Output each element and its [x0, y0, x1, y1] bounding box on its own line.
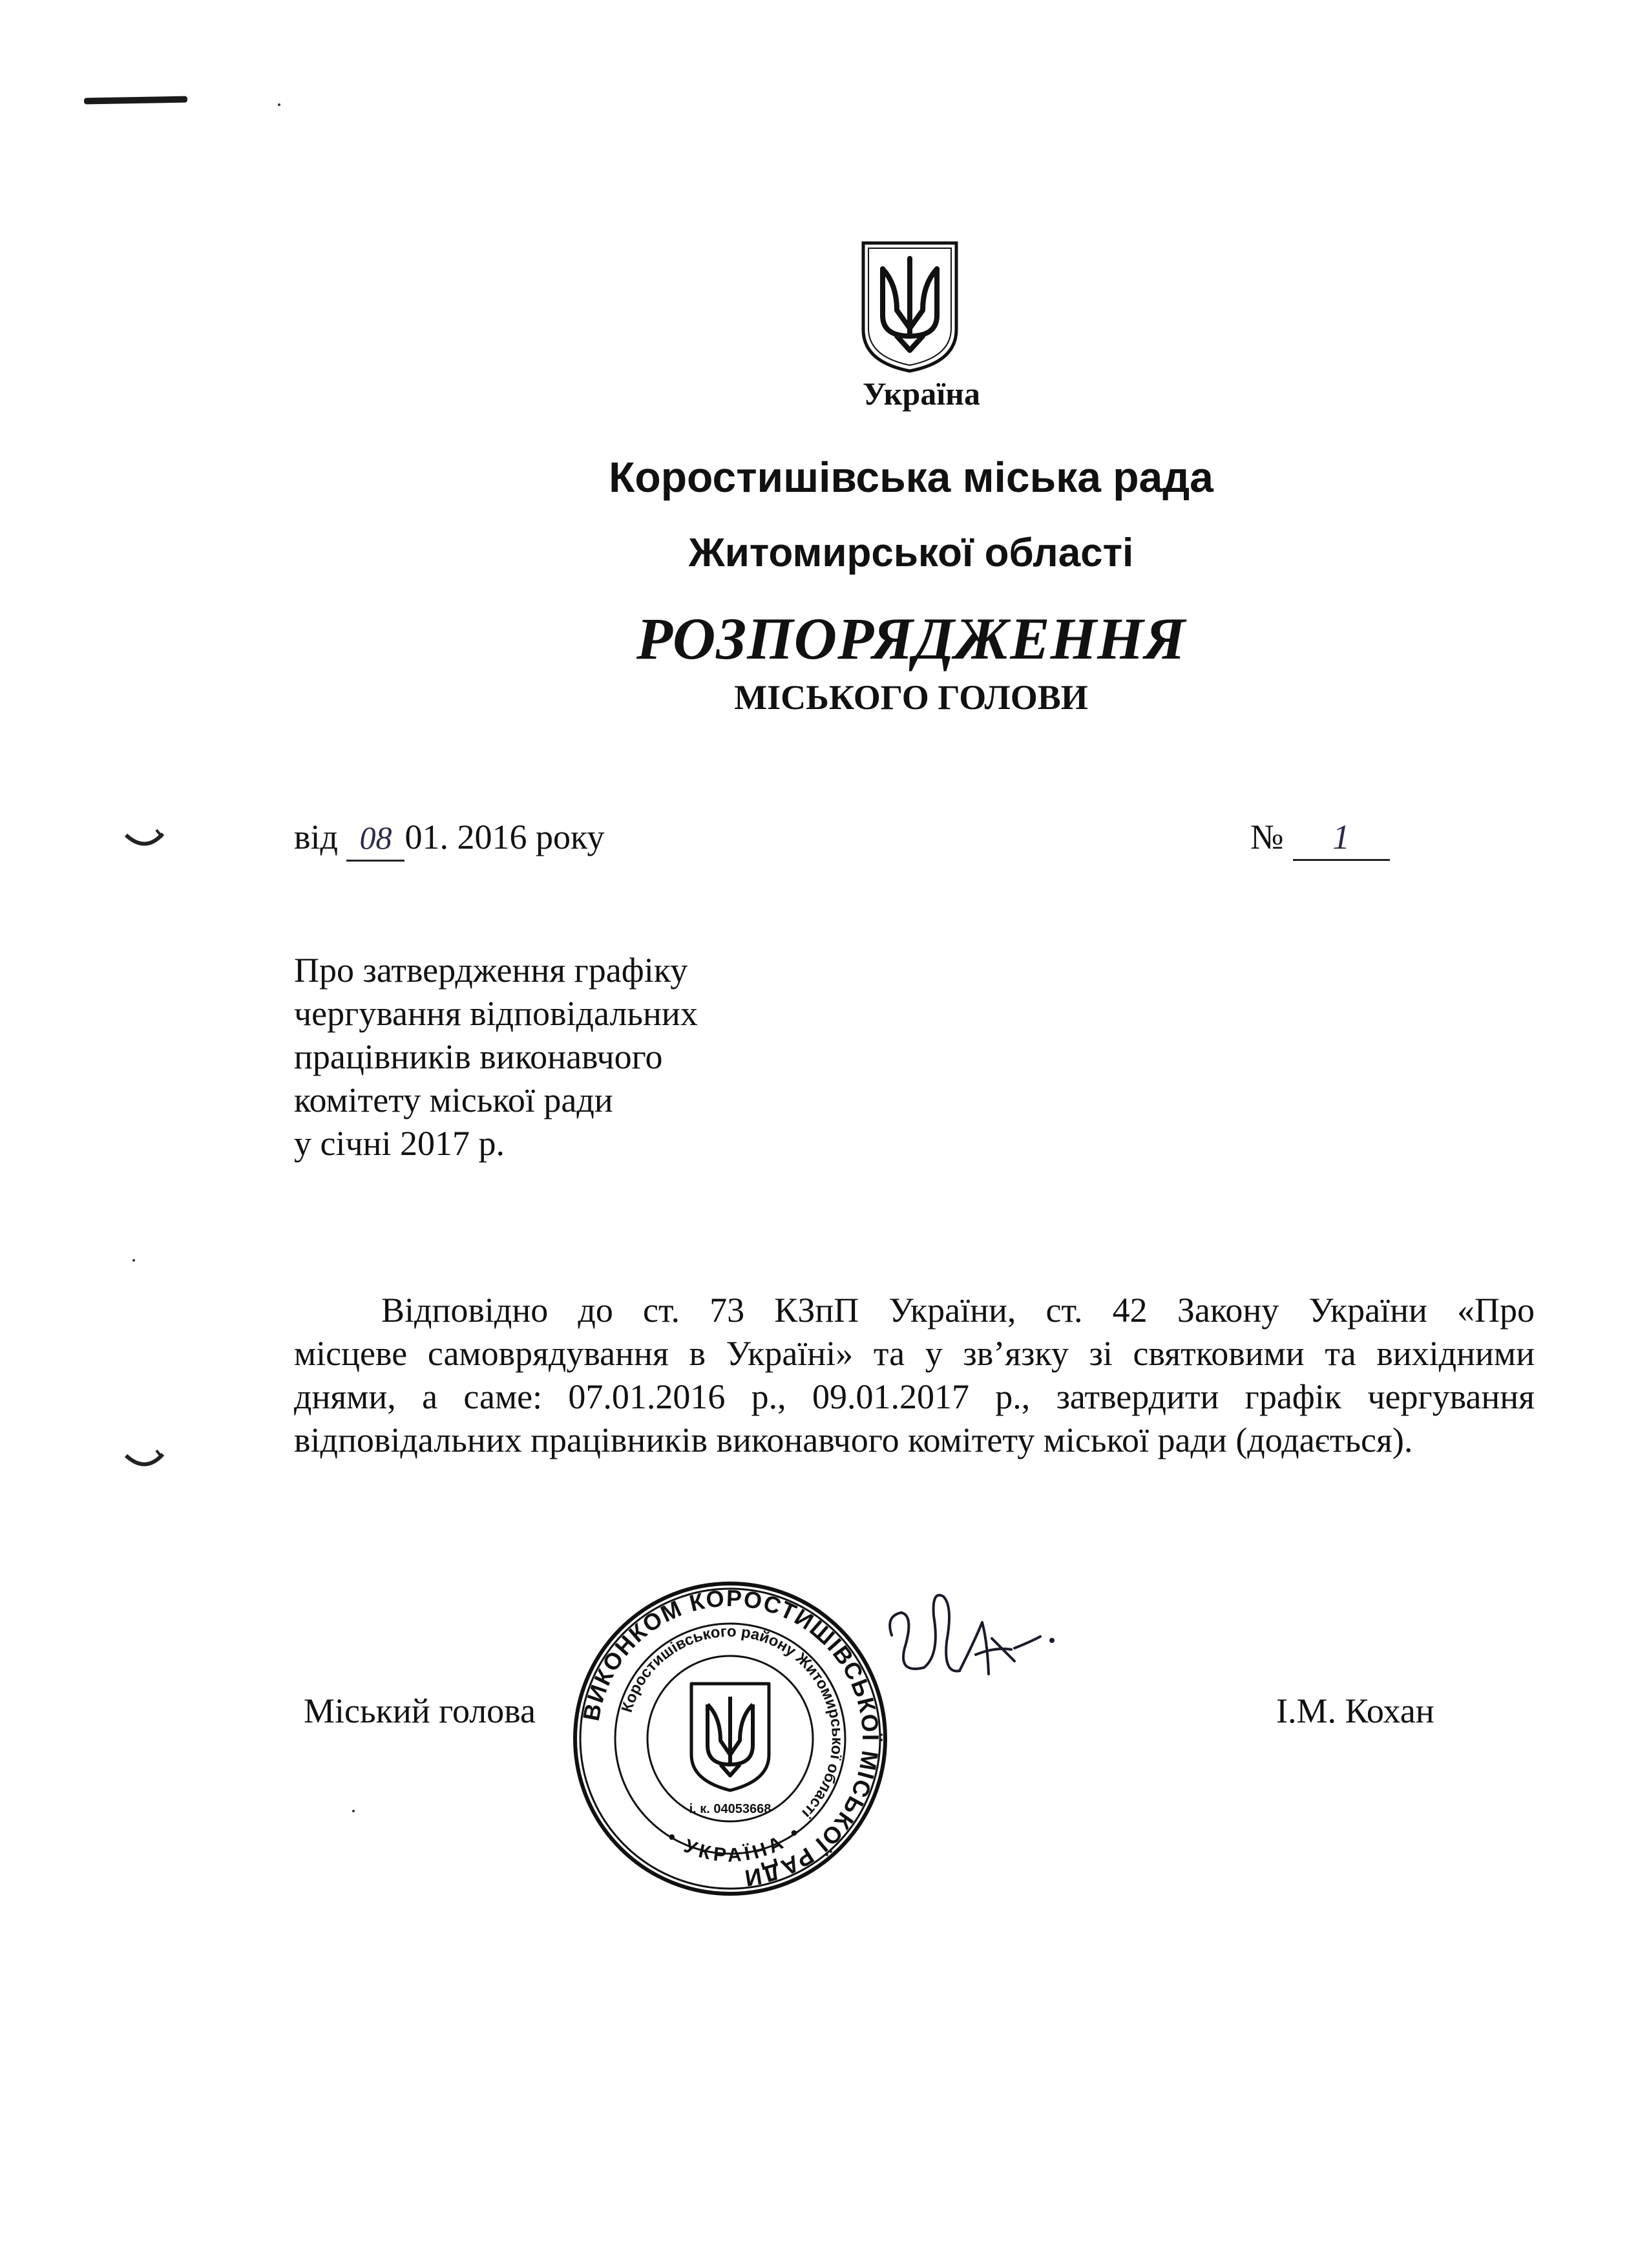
paragraph-line: місцеве самоврядування в Україні» та у зв’язку зі святковими та вихідними [294, 1334, 1535, 1373]
document-number [1250, 816, 1390, 861]
number-label: № [1250, 818, 1284, 856]
region-name: Житомирської області [688, 531, 1134, 575]
country-name: Україна [863, 376, 980, 412]
council-name: Коростишівська міська рада [609, 453, 1213, 501]
handwritten-number: 1 [1293, 816, 1390, 861]
trident-coat-of-arms-icon [859, 239, 960, 375]
handwritten-signature [879, 1577, 1073, 1719]
subject-line: працівників виконавчого [294, 1037, 663, 1076]
handwritten-date: 08 [346, 816, 404, 862]
paragraph-line: відповідальних працівників виконавчого комітету міської ради (додається). [294, 1421, 1413, 1459]
date-line [294, 816, 604, 862]
stamp-bottom-text: • УКРАЇНА • [663, 1820, 807, 1867]
date-prefix: від [294, 818, 338, 856]
subject-line: Про затвердження графіку [294, 951, 688, 990]
scan-speck [352, 1810, 355, 1812]
signatory-name: І.М. Кохан [1276, 1691, 1434, 1730]
subject-line: у січні 2017 р. [294, 1124, 505, 1163]
scan-speck [132, 1259, 135, 1262]
punch-hole-mark [123, 1448, 168, 1474]
date-suffix: 01. 2016 року [404, 818, 605, 856]
subject-line: комітету міської ради [294, 1081, 613, 1119]
paragraph-line: днями, а саме: 07.01.2016 р., 09.01.2017 р., затвердити графік чергування [294, 1377, 1535, 1416]
document-type: РОЗПОРЯДЖЕННЯ [636, 606, 1186, 672]
document-subtype: МІСЬКОГО ГОЛОВИ [734, 678, 1088, 717]
stamp-code: і. к. 04053668 [689, 1802, 772, 1816]
scan-speck [278, 103, 280, 106]
subject-line: чергування відповідальних [294, 994, 698, 1033]
stamp-outer-text: ВИКОНКОМ КОРОСТИШІВСЬКОЇ МІСЬКОЇ РАДИ [577, 1584, 885, 1892]
main-paragraph [294, 1289, 1535, 1462]
punch-hole-mark [123, 827, 168, 853]
signatory-title: Міський голова [304, 1691, 536, 1730]
scan-mark [84, 96, 187, 105]
paragraph-line: Відповідно до ст. 73 КЗпП України, ст. 42 Закону України «Про [381, 1291, 1535, 1330]
stamp-inner-text: Коростишівського району Житомирської області [618, 1622, 846, 1822]
subject-block [294, 949, 876, 1165]
official-seal-icon [569, 1577, 892, 1900]
